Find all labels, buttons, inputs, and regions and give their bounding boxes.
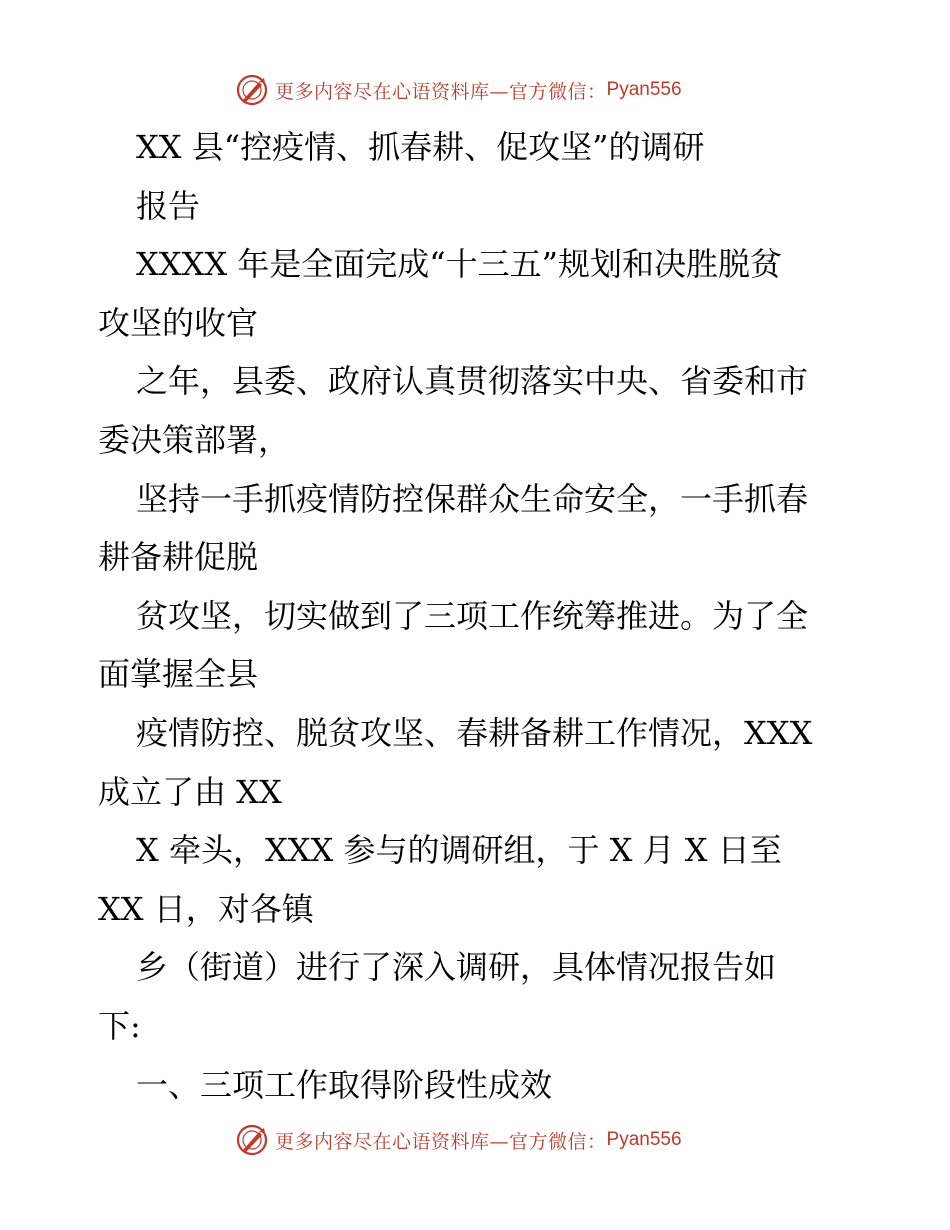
paragraph-line: 成立了由 XX (98, 772, 282, 811)
section-heading: 一、三项工作取得阶段性成效 (136, 1065, 553, 1104)
title-line-1: XX 县“控疫情、抓春耕、促攻坚”的调研 (136, 128, 705, 166)
paragraph-line: 之年，县委、政府认真贯彻落实中央、省委和市 (136, 362, 809, 401)
paragraph-line: X 牵头，XXX 参与的调研组，于 X 月 X 日至 (136, 831, 782, 870)
document-body (98, 118, 858, 1114)
paragraph-line: 面掌握全县 (98, 655, 259, 694)
watermark-wechat-id: Pyan556 (606, 1129, 682, 1150)
quill-seal-icon (235, 1123, 269, 1157)
watermark-text: 更多内容尽在心语资料库—官方微信： (275, 80, 607, 103)
paragraph-line: 乡（街道）进行了深入调研，具体情况报告如 (136, 948, 777, 987)
footer-watermark (235, 1122, 682, 1158)
title-line-2: 报告 (136, 186, 201, 225)
watermark-text: 更多内容尽在心语资料库—官方微信： (275, 1130, 607, 1153)
quill-seal-icon (235, 73, 269, 107)
paragraph-line: 下: (98, 1006, 141, 1045)
header-watermark (235, 72, 682, 108)
watermark-wechat-id: Pyan556 (606, 79, 682, 100)
paragraph-line: 攻坚的收官 (98, 303, 259, 342)
paragraph-line: 坚持一手抓疫情防控保群众生命安全，一手抓春 (136, 479, 809, 518)
paragraph-line: 委决策部署， (98, 420, 291, 459)
paragraph-line: 耕备耕促脱 (98, 538, 259, 577)
paragraph-line: 疫情防控、脱贫攻坚、春耕备耕工作情况，XXX (136, 713, 813, 752)
paragraph-line: XX 日，对各镇 (98, 889, 314, 928)
paragraph-line: XXXX 年是全面完成“十三五”规划和决胜脱贫 (136, 245, 783, 284)
paragraph-line: 贫攻坚，切实做到了三项工作统筹推进。为了全 (136, 596, 809, 635)
